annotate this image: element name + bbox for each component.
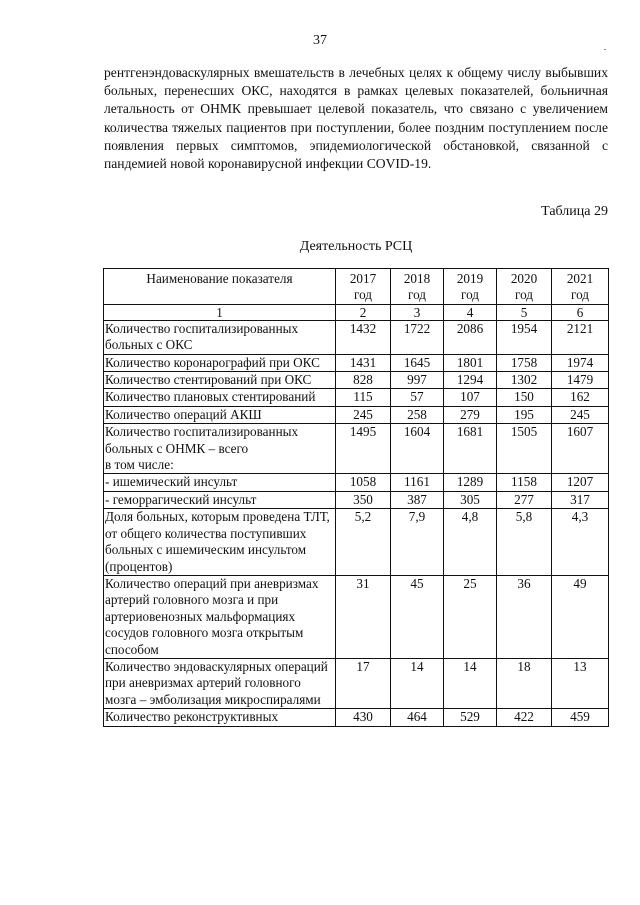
table-row [104, 658, 609, 708]
value-cell: 1158 [497, 474, 552, 491]
table-row [104, 709, 609, 726]
indicator-name-cell: Количество операций при аневризмах артерий головного мозга и при артериовенозных мальформациях сосудов головного мозга открытым способом [104, 575, 336, 658]
value-cell: 14 [391, 658, 444, 708]
value-cell: 1604 [391, 424, 444, 474]
header-year-2020 [497, 269, 552, 305]
value-cell: 317 [552, 491, 609, 508]
value-cell: 150 [497, 389, 552, 406]
indicator-name-cell: - ишемический инсульт [104, 474, 336, 491]
value-cell: 4,8 [444, 509, 497, 576]
value-cell: 2121 [552, 320, 609, 354]
value-cell: 997 [391, 372, 444, 389]
body-paragraph: рентгенэндоваскулярных вмешательств в лечебных целях к общему числу выбывших больных, перенесших ОКС, находятся в рамках целевых показателей, больничная летальность от ОНМК превышает целевой показатель, что связано с увеличением количества тяжелых пациентов при поступлении, более поздним поступлением после появления первых симптомов, эпидемиологической обстановкой, связанной с пандемией новой коронавирусной инфекции COVID-19. [104, 65, 608, 172]
value-cell: 1722 [391, 320, 444, 354]
header-year-value: 2019 [456, 271, 484, 286]
header-year-2018 [391, 269, 444, 305]
value-cell: 277 [497, 491, 552, 508]
value-cell: 31 [336, 575, 391, 658]
column-index-cell: 2 [336, 304, 391, 320]
column-index-cell: 6 [552, 304, 609, 320]
indicator-name-cell: Количество операций АКШ [104, 406, 336, 423]
value-cell: 25 [444, 575, 497, 658]
value-cell: 245 [336, 406, 391, 423]
value-cell: 464 [391, 709, 444, 726]
value-cell: 279 [444, 406, 497, 423]
table-row [104, 575, 609, 658]
indicator-name-cell: Количество эндоваскулярных операций при аневризмах артерий головного мозга – эмболизация микроспиралями [104, 658, 336, 708]
value-cell: 305 [444, 491, 497, 508]
value-cell: 13 [552, 658, 609, 708]
value-cell: 430 [336, 709, 391, 726]
value-cell: 258 [391, 406, 444, 423]
value-cell: 18 [497, 658, 552, 708]
value-cell: 1289 [444, 474, 497, 491]
rsc-activity-table [103, 268, 609, 727]
indicator-name-cell: Доля больных, которым проведена ТЛТ, от общего количества поступивших больных с ишемическим инсультом (процентов) [104, 509, 336, 576]
column-index-cell: 1 [104, 304, 336, 320]
table-body [104, 304, 609, 726]
value-cell: 162 [552, 389, 609, 406]
table-row [104, 491, 609, 508]
value-cell: 1495 [336, 424, 391, 474]
value-cell: 1758 [497, 354, 552, 371]
value-cell: 57 [391, 389, 444, 406]
indicator-name-cell: Количество реконструктивных [104, 709, 336, 726]
value-cell: 1058 [336, 474, 391, 491]
header-year-value: 2020 [510, 271, 538, 286]
header-year-value: 2017 [349, 271, 377, 286]
value-cell: 1645 [391, 354, 444, 371]
value-cell: 529 [444, 709, 497, 726]
value-cell: 350 [336, 491, 391, 508]
value-cell: 115 [336, 389, 391, 406]
value-cell: 14 [444, 658, 497, 708]
value-cell: 36 [497, 575, 552, 658]
header-year-unit: год [460, 287, 479, 303]
scan-speck [604, 49, 606, 50]
value-cell: 4,3 [552, 509, 609, 576]
value-cell: 1974 [552, 354, 609, 371]
value-cell: 2086 [444, 320, 497, 354]
table-row [104, 509, 609, 576]
column-index-cell: 4 [444, 304, 497, 320]
value-cell: 1954 [497, 320, 552, 354]
value-cell: 387 [391, 491, 444, 508]
column-index-cell: 5 [497, 304, 552, 320]
column-index-row [104, 304, 609, 320]
page-number: 37 [313, 33, 327, 48]
value-cell: 459 [552, 709, 609, 726]
value-cell: 1479 [552, 372, 609, 389]
value-cell: 1161 [391, 474, 444, 491]
value-cell: 107 [444, 389, 497, 406]
value-cell: 7,9 [391, 509, 444, 576]
value-cell: 1505 [497, 424, 552, 474]
indicator-name-cell: Количество коронарографий при ОКС [104, 354, 336, 371]
value-cell: 5,2 [336, 509, 391, 576]
table-row [104, 406, 609, 423]
value-cell: 1432 [336, 320, 391, 354]
header-year-value: 2018 [403, 271, 431, 286]
value-cell: 195 [497, 406, 552, 423]
header-year-unit: год [514, 287, 533, 303]
value-cell: 45 [391, 575, 444, 658]
value-cell: 49 [552, 575, 609, 658]
indicator-name-cell: - геморрагический инсульт [104, 491, 336, 508]
table-row [104, 354, 609, 371]
value-cell: 828 [336, 372, 391, 389]
value-cell: 1431 [336, 354, 391, 371]
value-cell: 1302 [497, 372, 552, 389]
value-cell: 1801 [444, 354, 497, 371]
header-year-2021 [552, 269, 609, 305]
table-header-row [104, 269, 609, 305]
header-year-2017 [336, 269, 391, 305]
indicator-name-cell: Количество плановых стентирований [104, 389, 336, 406]
value-cell: 1681 [444, 424, 497, 474]
header-year-value: 2021 [566, 271, 594, 286]
table-row [104, 372, 609, 389]
table-title: Деятельность РСЦ [299, 239, 413, 254]
value-cell: 1294 [444, 372, 497, 389]
indicator-name-cell: Количество стентирований при ОКС [104, 372, 336, 389]
header-year-unit: год [570, 287, 589, 303]
header-indicator-name: Наименование показателя [104, 269, 336, 305]
header-year-unit: год [353, 287, 372, 303]
value-cell: 422 [497, 709, 552, 726]
table-label: Таблица 29 [541, 204, 608, 219]
column-index-cell: 3 [391, 304, 444, 320]
table-row [104, 320, 609, 354]
value-cell: 17 [336, 658, 391, 708]
value-cell: 245 [552, 406, 609, 423]
table-row [104, 474, 609, 491]
table-row [104, 424, 609, 474]
indicator-name-cell: Количество госпитализированных больных с ОНМК – всего в том числе: [104, 424, 336, 474]
header-year-2019 [444, 269, 497, 305]
indicator-name-cell: Количество госпитализированных больных с ОКС [104, 320, 336, 354]
header-year-unit: год [407, 287, 426, 303]
value-cell: 1207 [552, 474, 609, 491]
value-cell: 1607 [552, 424, 609, 474]
value-cell: 5,8 [497, 509, 552, 576]
table-row [104, 389, 609, 406]
